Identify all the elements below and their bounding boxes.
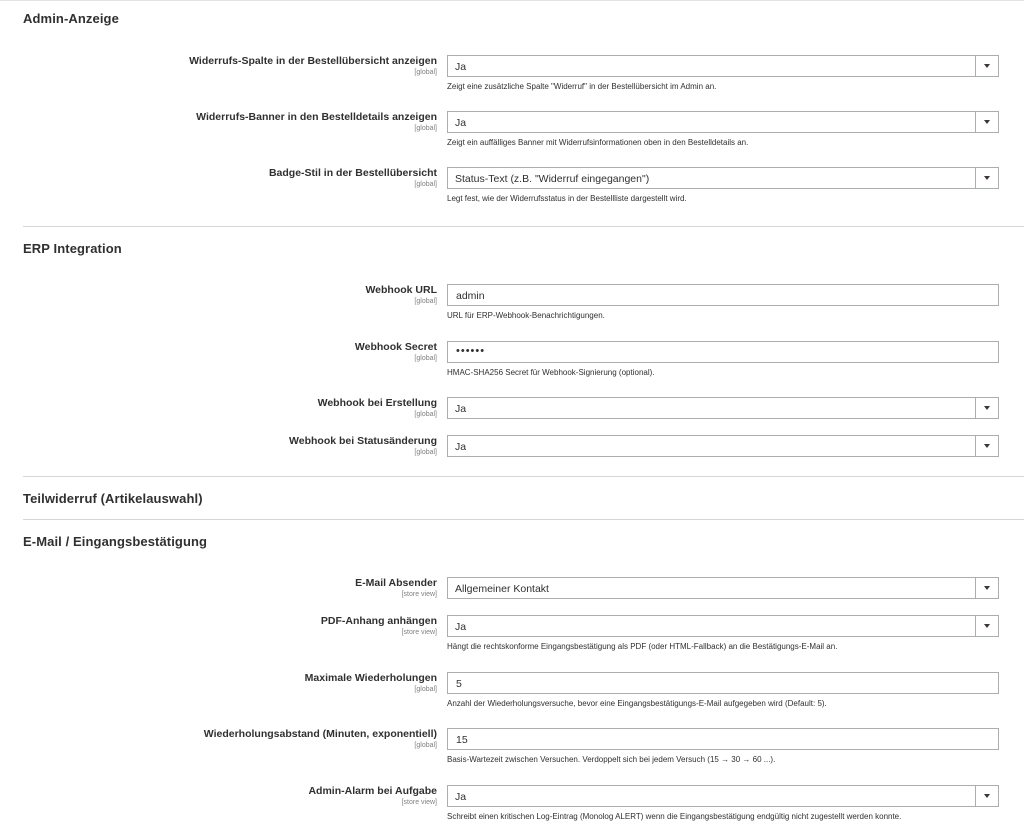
- chevron-down-icon[interactable]: [975, 398, 998, 418]
- field-label: Maximale Wiederholungen: [304, 672, 437, 684]
- field-note: Zeigt eine zusätzliche Spalte "Widerruf" in der Bestellübersicht im Admin an.: [447, 82, 717, 91]
- select-value: Ja: [455, 621, 467, 633]
- field-scope: [global]: [414, 411, 437, 418]
- webhook-on-status-select[interactable]: [447, 435, 999, 457]
- top-divider: [0, 0, 1024, 1]
- field-note: Legt fest, wie der Widerrufsstatus in der Bestellliste dargestellt wird.: [447, 194, 687, 203]
- field-label: Widerrufs-Banner in den Bestelldetails anzeigen: [196, 111, 437, 123]
- chevron-down-icon[interactable]: [975, 168, 998, 188]
- show-banner-select[interactable]: [447, 111, 999, 133]
- field-scope: [store view]: [401, 591, 437, 598]
- field-note: Anzahl der Wiederholungsversuche, bevor eine Eingangsbestätigungs-E-Mail aufgegeben wird (Default: 5).: [447, 699, 827, 708]
- badge-style-select[interactable]: [447, 167, 999, 189]
- show-column-select[interactable]: [447, 55, 999, 77]
- email-sender-select[interactable]: [447, 577, 999, 599]
- field-label: Webhook bei Statusänderung: [289, 435, 437, 447]
- section-title-partial-withdrawal[interactable]: Teilwiderruf (Artikelauswahl): [23, 491, 203, 506]
- field-scope: [global]: [414, 181, 437, 188]
- select-value: Ja: [455, 441, 467, 453]
- section-title-admin-display[interactable]: Admin-Anzeige: [23, 11, 119, 26]
- field-scope: [store view]: [401, 629, 437, 636]
- field-note: Basis-Wartezeit zwischen Versuchen. Verdoppelt sich bei jedem Versuch (15 → 30 → 60 ...).: [447, 755, 776, 764]
- section-divider: [23, 519, 1024, 520]
- chevron-down-icon[interactable]: [975, 786, 998, 806]
- field-label: Admin-Alarm bei Aufgabe: [308, 785, 437, 797]
- chevron-down-icon[interactable]: [975, 436, 998, 456]
- select-value: Status-Text (z.B. "Widerruf eingegangen"): [455, 173, 650, 185]
- field-scope: [global]: [414, 742, 437, 749]
- field-scope: [global]: [414, 298, 437, 305]
- field-scope: [global]: [414, 125, 437, 132]
- field-note: URL für ERP-Webhook-Benachrichtigungen.: [447, 311, 605, 320]
- field-label: Wiederholungsabstand (Minuten, exponentiell): [203, 728, 437, 740]
- select-value: Ja: [455, 117, 467, 129]
- chevron-down-icon[interactable]: [975, 56, 998, 76]
- field-label: E-Mail Absender: [355, 577, 437, 589]
- pdf-attachment-select[interactable]: [447, 615, 999, 637]
- field-note: HMAC-SHA256 Secret für Webhook-Signierung (optional).: [447, 368, 655, 377]
- input-value: 5: [456, 678, 462, 690]
- select-value: Allgemeiner Kontakt: [455, 583, 549, 595]
- field-label: Badge-Stil in der Bestellübersicht: [268, 167, 437, 179]
- webhook-secret-input[interactable]: [447, 341, 999, 363]
- section-title-erp-integration[interactable]: ERP Integration: [23, 241, 122, 256]
- chevron-down-icon[interactable]: [975, 112, 998, 132]
- input-value: admin: [456, 290, 485, 302]
- field-note: Hängt die rechtskonforme Eingangsbestätigung als PDF (oder HTML-Fallback) an die Bestätigungs-E-Mail an.: [447, 642, 838, 651]
- max-retries-input[interactable]: [447, 672, 999, 694]
- field-note: Schreibt einen kritischen Log-Eintrag (Monolog ALERT) wenn die Eingangsbestätigung endgültig nicht zugestellt werden konnte.: [447, 812, 902, 821]
- field-label: PDF-Anhang anhängen: [320, 615, 437, 627]
- input-value: ••••••: [456, 345, 486, 357]
- chevron-down-icon[interactable]: [975, 578, 998, 598]
- field-scope: [store view]: [401, 799, 437, 806]
- field-scope: [global]: [414, 69, 437, 76]
- retry-interval-input[interactable]: [447, 728, 999, 750]
- field-scope: [global]: [414, 355, 437, 362]
- section-divider: [23, 476, 1024, 477]
- field-label: Widerrufs-Spalte in der Bestellübersicht anzeigen: [189, 55, 437, 67]
- field-label: Webhook bei Erstellung: [317, 397, 437, 409]
- select-value: Ja: [455, 403, 467, 415]
- section-title-email-confirmation[interactable]: E-Mail / Eingangsbestätigung: [23, 534, 208, 549]
- field-label: Webhook Secret: [354, 341, 437, 353]
- field-label: Webhook URL: [365, 284, 437, 296]
- input-value: 15: [456, 734, 468, 746]
- field-scope: [global]: [414, 449, 437, 456]
- field-scope: [global]: [414, 686, 437, 693]
- chevron-down-icon[interactable]: [975, 616, 998, 636]
- select-value: Ja: [455, 791, 467, 803]
- section-divider: [23, 226, 1024, 227]
- webhook-url-input[interactable]: [447, 284, 999, 306]
- select-value: Ja: [455, 61, 467, 73]
- admin-alert-select[interactable]: [447, 785, 999, 807]
- webhook-on-create-select[interactable]: [447, 397, 999, 419]
- field-note: Zeigt ein auffälliges Banner mit Widerrufsinformationen oben in den Bestelldetails an.: [447, 138, 749, 147]
